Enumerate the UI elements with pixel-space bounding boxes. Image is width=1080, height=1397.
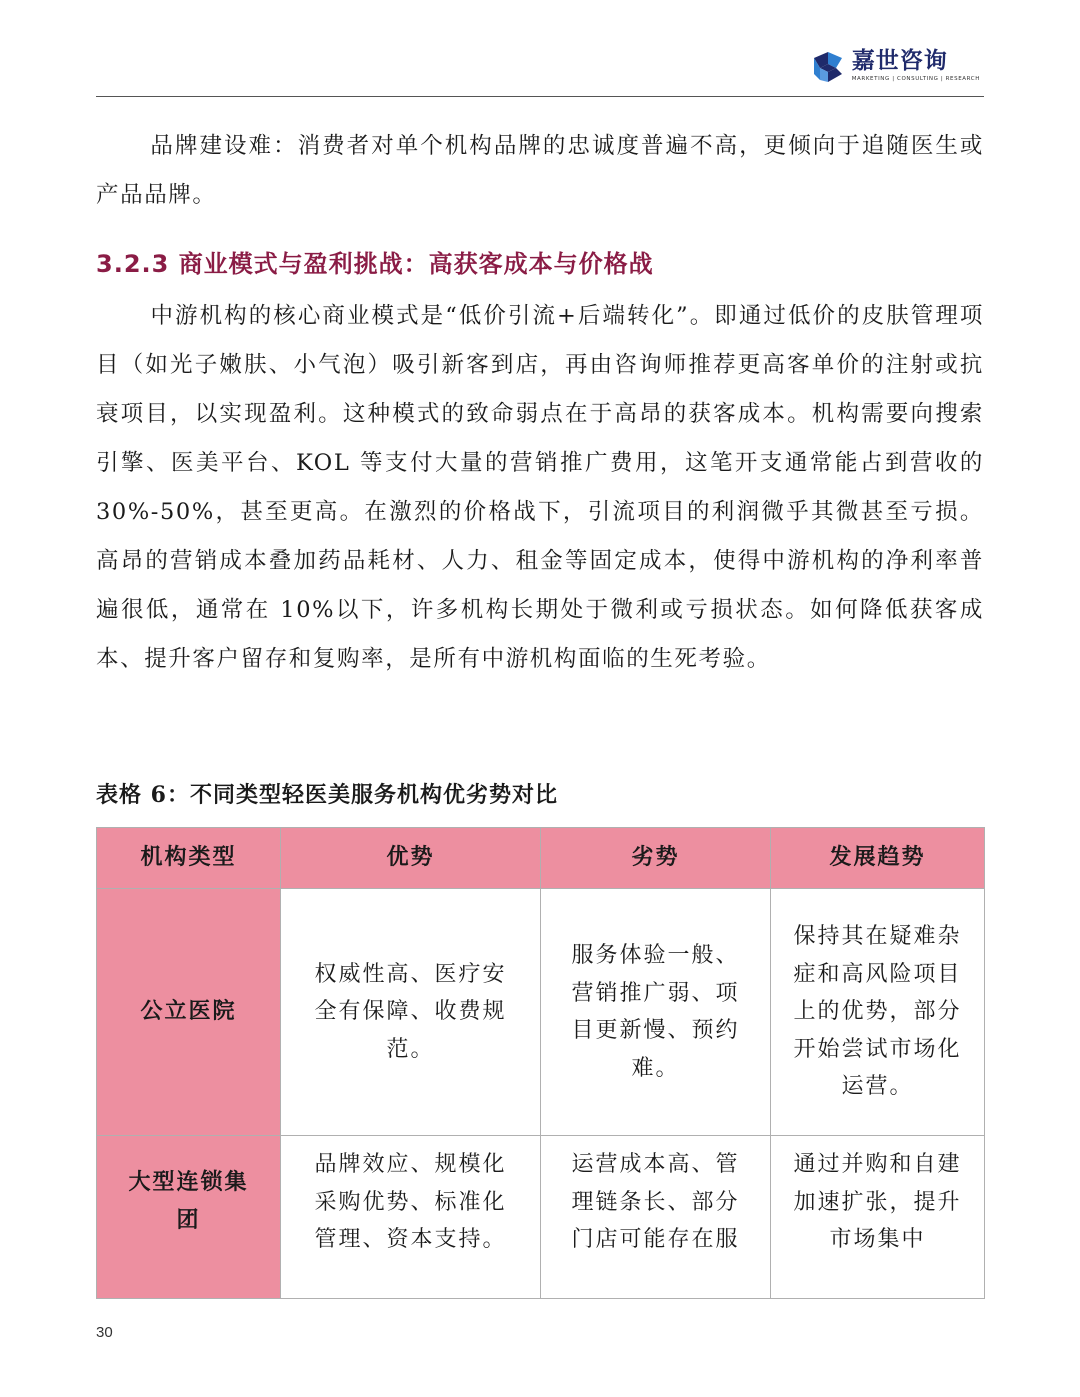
page-number: 30: [96, 1324, 113, 1341]
table-caption: 表格 6：不同类型轻医美服务机构优劣势对比: [96, 782, 558, 808]
table-header-row: [97, 828, 985, 889]
header-pros: 优势: [281, 828, 541, 889]
paragraph-brand-text: 品牌建设难：消费者对单个机构品牌的忠诚度普遍不高，更倾向于追随医生或产品品牌。: [96, 133, 984, 208]
cell-cons: 服务体验一般、营销推广弱、项目更新慢、预约难。: [541, 889, 771, 1136]
cell-trend: 保持其在疑难杂症和高风险项目上的优势，部分开始尝试市场化运营。: [771, 889, 985, 1136]
header-cons: 劣势: [541, 828, 771, 889]
paragraph-business-model: [96, 292, 984, 684]
paragraph-brand: [96, 122, 984, 220]
logo-mark-icon: [810, 50, 846, 84]
page-header: [96, 40, 984, 97]
table-row: [97, 1136, 985, 1299]
cell-pros: 品牌效应、规模化采购优势、标准化管理、资本支持。: [281, 1136, 541, 1299]
cell-pros: 权威性高、医疗安全有保障、收费规范。: [281, 889, 541, 1136]
logo-name: 嘉世咨询: [851, 48, 948, 74]
section-title: 3.2.3 商业模式与盈利挑战：高获客成本与价格战: [96, 250, 654, 278]
table-row: [97, 889, 985, 1136]
logo-tagline: MARKETING | CONSULTING | RESEARCH: [851, 76, 980, 82]
cell-type: 大型连锁集团: [97, 1136, 281, 1299]
cell-type: 公立医院: [97, 889, 281, 1136]
paragraph-business-model-text: 中游机构的核心商业模式是“低价引流+后端转化”。即通过低价的皮肤管理项目（如光子嫩肤、小气泡）吸引新客到店，再由咨询师推荐更高客单价的注射或抗衰项目，以实现盈利。这种模式的致命弱点在于高昂的获客成本。机构需要向搜索引擎、医美平台、KOL 等支付大量的营销推广费用，这笔开支通常能占到营收的 30%-50%，甚至更高。在激烈的价格战下，引流项目的利润微乎其微甚至亏损。高昂的营销成本叠加药品耗材、人力、租金等固定成本，使得中游机构的净利率普遍很低，通常在 10%以下，许多机构长期处于微利或亏损状态。如何降低获客成本、提升客户留存和复购率，是所有中游机构面临的生死考验。: [96, 303, 984, 672]
comparison-table: [96, 827, 985, 1299]
header-type: 机构类型: [97, 828, 281, 889]
cell-trend: 通过并购和自建加速扩张，提升市场集中: [771, 1136, 985, 1299]
cell-cons: 运营成本高、管理链条长、部分门店可能存在服: [541, 1136, 771, 1299]
header-trend: 发展趋势: [771, 828, 985, 889]
company-logo: [810, 48, 980, 84]
